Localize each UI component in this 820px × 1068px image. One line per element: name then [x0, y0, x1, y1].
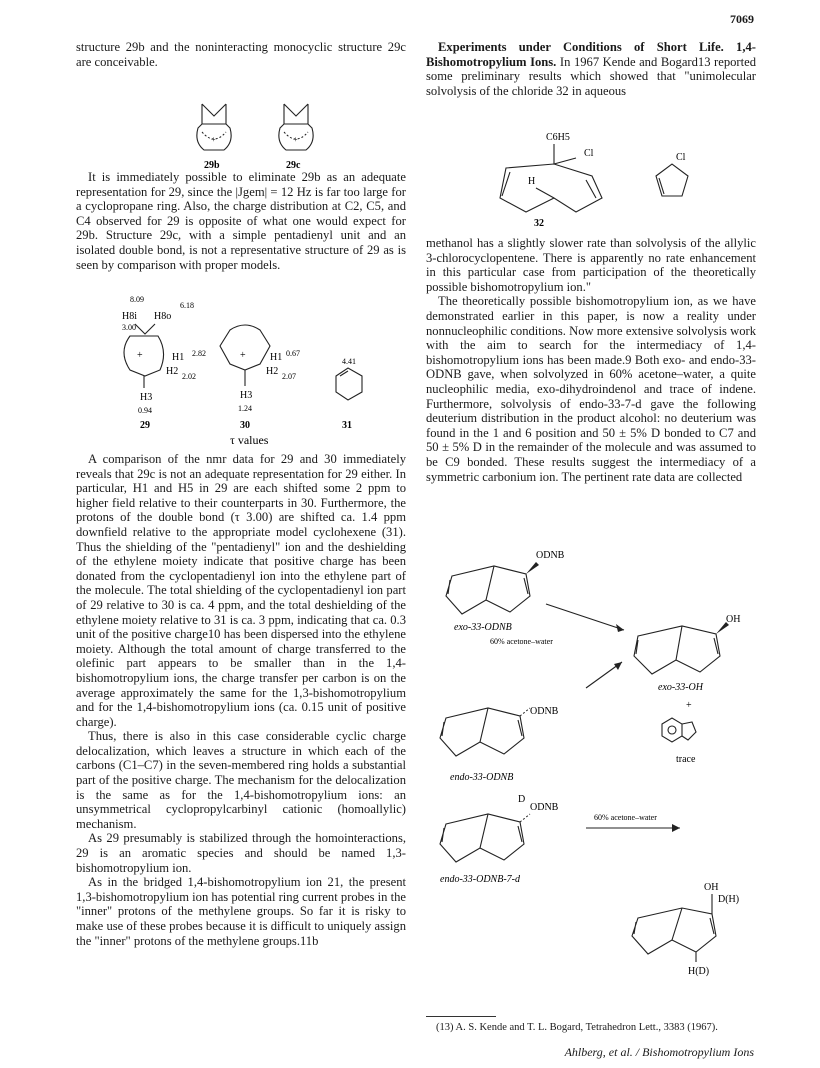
paragraph: methanol has a slightly slower rate than solvolysis of the allylic 3-chlorocyclopentene. There is apparently no rate enhancement in this particular case from participation of the theoretically possible bishomotropylium ion.": [426, 236, 756, 294]
svg-text:D: D: [518, 794, 526, 805]
svg-text:ODNB: ODNB: [530, 706, 559, 717]
paragraph: The theoretically possible bishomotropylium ion, as we have demonstrated earlier in this paper, is now a reality under nonnucleophilic conditions. Now more extensive solvolysis work with the aim to search for the intermediacy of 1,4-bishomotropylium ions has been made.9 Both exo- and endo-33-ODNB gave, when solvolyzed in 60% acetone–water, a quite nucleophilic media, exo-dihydroindenol and trace of indene. Furthermore, solvolysis of endo-33-7-d gave the following deuterium distribution in the product alcohol: no deuterium was found in the 1 and 6 position and 50 ± 5% D bonded to C7 and 50 ± 5% D in the remainder of the molecule and was assumed to be C9 bonded. These results suggest the intermediacy of a symmetric carbonium ion. The pertinent rate data are collected: [426, 294, 756, 484]
svg-text:2.82: 2.82: [192, 349, 206, 358]
svg-text:60% acetone–water: 60% acetone–water: [490, 637, 553, 646]
structure-29b: [197, 104, 231, 171]
label-29: 29: [140, 420, 150, 431]
svg-text:H1: H1: [172, 352, 185, 363]
svg-text:1.24: 1.24: [238, 404, 252, 413]
svg-text:+: +: [137, 350, 143, 361]
label-30: 30: [240, 420, 250, 431]
svg-text:+: +: [211, 135, 216, 144]
figure-29-30-31: [100, 294, 400, 447]
svg-text:0.94: 0.94: [138, 406, 152, 415]
structure-29c: [279, 104, 313, 171]
exo-33-ODNB-structure: [446, 550, 565, 646]
svg-text:6.18: 6.18: [180, 301, 194, 310]
tau-caption: τ values: [230, 433, 269, 447]
svg-text:H2: H2: [166, 366, 179, 377]
svg-text:4.41: 4.41: [342, 357, 356, 366]
svg-text:2.07: 2.07: [282, 372, 296, 381]
paragraph: In 1967 Kende and Bogard13 reported some preliminary results which showed that "unimolecular solvolysis of the chloride 32 in aqueous: [426, 54, 757, 98]
svg-text:+: +: [293, 135, 298, 144]
intro-paragraph: structure 29b and the noninteracting monocyclic structure 29c are conceivable.: [76, 40, 406, 69]
paragraph: Thus, there is also in this case considerable cyclic charge delocalization, which leaves a structure in which each of the carbons (C1–C7) in the seven-membered ring holds a substantial part of the positive charge. The mechanism for the delocalization is the same as for the 1,4-bishomotropylium ions: an unsymmetrical cyclopropylcarbinyl cationic (homoallylic) mechanism.: [76, 729, 406, 831]
exo-33-OH-d-structure: [632, 882, 739, 977]
svg-text:H8o: H8o: [154, 311, 172, 322]
svg-text:H1: H1: [270, 352, 283, 363]
exo-ODNB-label: exo-33-ODNB: [454, 622, 512, 633]
svg-text:2.02: 2.02: [182, 372, 196, 381]
svg-text:Cl: Cl: [676, 152, 686, 163]
solvolysis-scheme: [426, 538, 766, 998]
svg-text:OH: OH: [726, 614, 741, 625]
endo-ODNB-label: endo-33-ODNB: [450, 772, 514, 783]
svg-text:+: +: [686, 700, 692, 711]
svg-text:OH: OH: [704, 882, 719, 893]
section-heading: Experiments under Conditions of Short Life. 1,4-Bishomotropylium Ions.: [426, 40, 756, 69]
svg-text:H: H: [528, 176, 536, 187]
page-number: 7069: [730, 12, 754, 26]
endo-33-ODNB-structure: [440, 706, 559, 783]
svg-text:H(D): H(D): [688, 966, 710, 977]
svg-text:trace: trace: [676, 754, 696, 765]
endo-d-label: endo-33-ODNB-7-d: [440, 874, 520, 885]
endo-33-ODNB-7-d-structure: [440, 794, 680, 885]
left-body: [76, 452, 406, 948]
label-29c: 29c: [286, 160, 301, 171]
right-top: [426, 40, 756, 98]
left-intro: [76, 40, 406, 69]
svg-text:H3: H3: [140, 392, 153, 403]
paragraph: As 29 presumably is stabilized through the homointeractions, 29 is an aromatic species and should be named 1,3-bishomotropylium ion.: [76, 831, 406, 875]
svg-text:0.67: 0.67: [286, 349, 300, 358]
paragraph: It is immediately possible to eliminate 29b as an adequate representation for 29, since the |Jgem| = 12 Hz is far too large for a cyclopropane ring. Also, the charge distribution at C2, C5, and C4 observed for 29 is opposite of what one would expect for 29b. Structure 29c, with a simple pentadienyl unit and an isolated double bond, is not a representative structure of 29 as is seen by comparison with proper models.: [76, 170, 406, 272]
structure-29: [122, 295, 206, 431]
exo-OH-label: exo-33-OH: [658, 682, 703, 693]
exo-33-OH-structure: [634, 614, 740, 765]
paragraph: As in the bridged 1,4-bishomotropylium ion 21, the present 1,3-bishomotropylium ion has potential ring current probes in the "inner" protons of the methylene groups. So far it is risky to make use of these probes because it is difficult to uniquely assign the "inner" protons of the methylene groups.11b: [76, 875, 406, 948]
svg-text:D(H): D(H): [718, 894, 740, 905]
label-32: 32: [534, 218, 544, 229]
svg-text:3.00: 3.00: [122, 323, 136, 332]
footnote: (13) A. S. Kende and T. L. Bogard, Tetrahedron Lett., 3383 (1967).: [436, 1022, 718, 1033]
svg-text:8.09: 8.09: [130, 295, 144, 304]
structure-30: [220, 325, 300, 431]
svg-text:ODNB: ODNB: [536, 550, 565, 561]
svg-text:C6H5: C6H5: [546, 132, 570, 143]
label-29b: 29b: [204, 160, 220, 171]
figure-29b-29c: [76, 84, 406, 171]
svg-text:Cl: Cl: [584, 148, 594, 159]
svg-text:H8i: H8i: [122, 311, 137, 322]
label-31: 31: [342, 420, 352, 431]
right-body: [426, 236, 756, 484]
footnote-rule: [426, 1016, 496, 1017]
svg-text:ODNB: ODNB: [530, 802, 559, 813]
structure-31: [336, 357, 362, 431]
svg-text:H3: H3: [240, 390, 253, 401]
paragraph: A comparison of the nmr data for 29 and 30 immediately reveals that 29c is not an adequate representation for 29 either. In particular, H1 and H5 in 29 are each shifted some 2 ppm to higher field relative to their counterparts in 30. Furthermore, the protons of the double bond (τ 3.00) are shifted ca. 1.4 ppm downfield relative to the appropriate model cyclohexene (31). Thus the shielding of the "pentadienyl" ion and the deshielding of the ethylene moiety indicate that positive charge has been donated from the cyclopentadienyl ion into the ethylene part of the molecule. The total shielding of the cyclopentadienyl ion part of 29 relative to 30 is ca. 4 ppm, and the total deshielding of the ethylene moiety relative to 31 is ca. 3 ppm, indicating that ca. 0.3 unit of the positive charge10 has been dispersed into the ethylene moiety. Although the total amount of charge transferred to the olefinic part appears to be smaller than in the 1,4-bishomotropylium ions, the charge transfer per carbon is on the average approximately the same for the 1,3-bishomotropylium and for the 1,4-bishomotropylium ions (ca. 0.15 unit of positive charge).: [76, 452, 406, 729]
svg-text:H2: H2: [266, 366, 279, 377]
svg-text:60% acetone–water: 60% acetone–water: [594, 813, 657, 822]
svg-text:+: +: [240, 350, 246, 361]
figure-32: [426, 128, 756, 228]
left-p1: [76, 170, 406, 272]
running-head: Ahlberg, et al. / Bishomotropylium Ions: [564, 1045, 754, 1059]
